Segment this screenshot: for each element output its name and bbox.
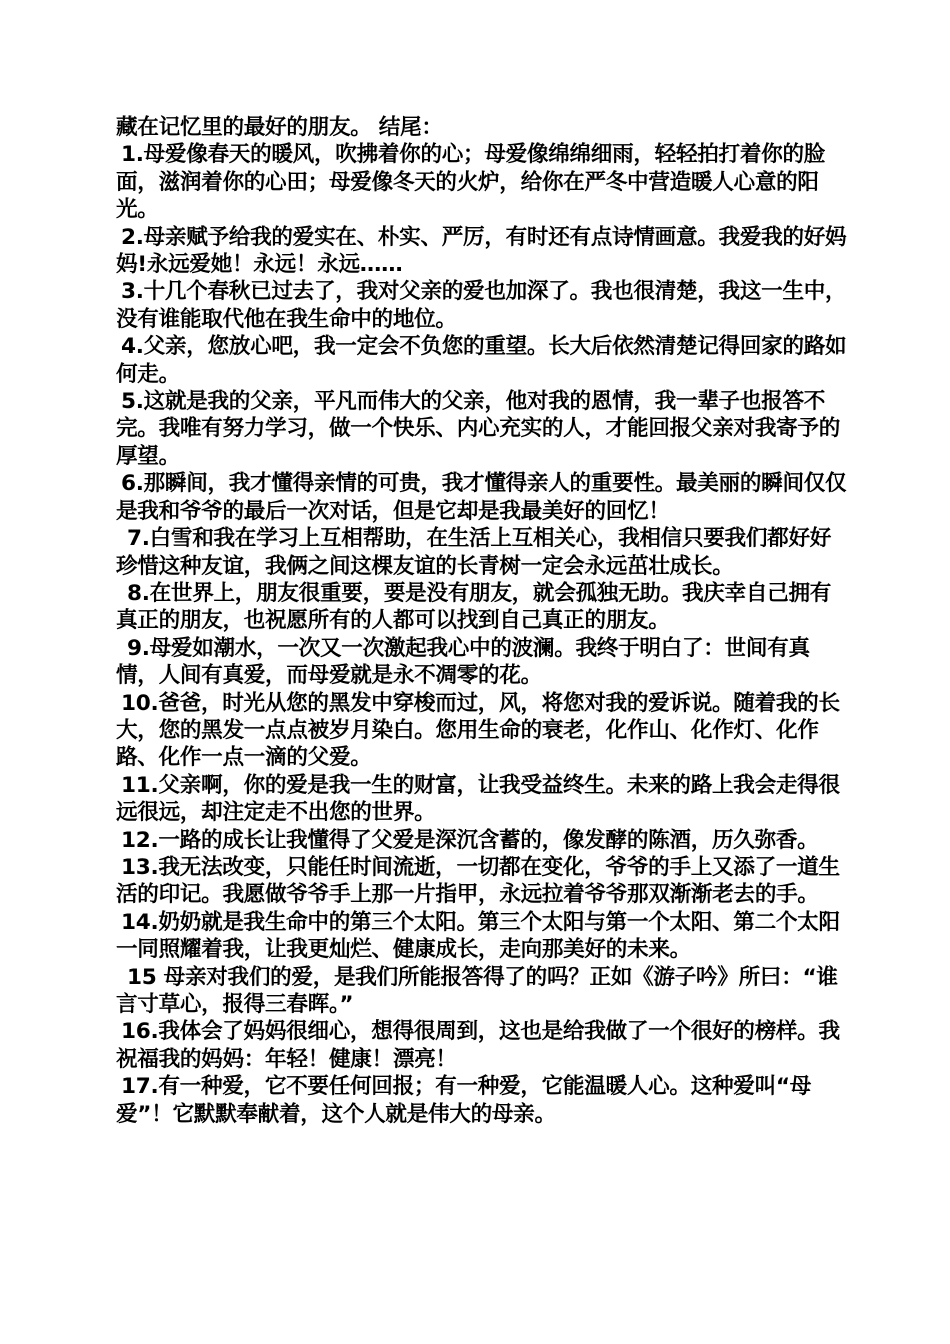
document-page (116, 114, 852, 1128)
paragraph-4: 4.父亲，您放心吧，我一定会不负您的重望。长大后依然清楚记得回家的路如何走。 (116, 334, 847, 387)
paragraph-13: 13.我无法改变，只能任时间流逝，一切都在变化，爷爷的手上又添了一道生活的印记。我愿做爷爷手上那一片指甲，永远拉着爷爷那双渐渐老去的手。 (116, 854, 840, 908)
paragraph-11: 11.父亲啊，你的爱是我一生的财富，让我受益终生。未来的路上我会走得很远很远，却注定走不出您的世界。 (116, 772, 840, 826)
paragraph-14: 14.奶奶就是我生命中的第三个太阳。第三个太阳与第一个太阳、第二个太阳一同照耀着我，让我更灿烂、健康成长，走向那美好的未来。 (116, 909, 840, 963)
paragraph-5: 5.这就是我的父亲，平凡而伟大的父亲，他对我的恩情，我一辈子也报答不完。我唯有努力学习，做一个快乐、内心充实的人，才能回报父亲对我寄予的厚望。 (116, 389, 840, 469)
paragraph-9: 9.母爱如潮水，一次又一次激起我心中的波澜。我终于明白了：世间有真情，人间有真爱，而母爱就是永不凋零的花。 (116, 635, 810, 689)
paragraph-12: 12.一路的成长让我懂得了父爱是深沉含蓄的，像发酵的陈酒，历久弥香。 (121, 827, 819, 853)
paragraph-8: 8.在世界上，朋友很重要，要是没有朋友，就会孤独无助。我庆幸自己拥有真正的朋友，也祝愿所有的人都可以找到自己真正的朋友。 (116, 580, 832, 634)
paragraph-2: 2.母亲赋予给我的爱实在、朴实、严厉，有时还有点诗情画意。我爱我的好妈妈!永远爱她！永远！永远…… (116, 224, 847, 278)
intro-line: 藏在记忆里的最好的朋友。 结尾： (116, 115, 443, 140)
paragraph-3: 3.十几个春秋已过去了，我对父亲的爱也加深了。我也很清楚，我这一生中，没有谁能取代他在我生命中的地位。 (116, 279, 847, 332)
paragraph-10: 10.爸爸，时光从您的黑发中穿梭而过，风，将您对我的爱诉说。随着我的长大，您的黑发一点点被岁月染白。您用生命的衰老，化作山、化作灯、化作路、化作一点一滴的父爱。 (116, 690, 840, 771)
paragraph-1: 1.母爱像春天的暖风，吹拂着你的心；母爱像绵绵细雨，轻轻拍打着你的脸面，滋润着你的心田；母爱像冬天的火炉，给你在严冬中营造暖人心意的阳光。 (116, 142, 826, 223)
paragraph-17: 17.有一种爱，它不要任何回报；有一种爱，它能温暖人心。这种爱叫“母爱”！它默默奉献着，这个人就是伟大的母亲。 (116, 1074, 812, 1127)
paragraph-6: 6.那瞬间，我才懂得亲情的可贵，我才懂得亲人的重要性。最美丽的瞬间仅仅是我和爷爷的最后一次对话，但是它却是我最美好的回忆！ (116, 471, 847, 524)
paragraph-7: 7.白雪和我在学习上互相帮助，在生活上互相关心，我相信只要我们都好好珍惜这种友谊，我俩之间这棵友谊的长青树一定会永远茁壮成长。 (116, 526, 832, 579)
paragraph-16: 16.我体会了妈妈很细心，想得很周到，这也是给我做了一个很好的榜样。我祝福我的妈妈：年轻！健康！漂亮！ (116, 1019, 840, 1072)
paragraph-15: 15 母亲对我们的爱，是我们所能报答得了的吗？正如《游子吟》所曰：“谁言寸草心，报得三春晖。” (116, 964, 838, 1017)
